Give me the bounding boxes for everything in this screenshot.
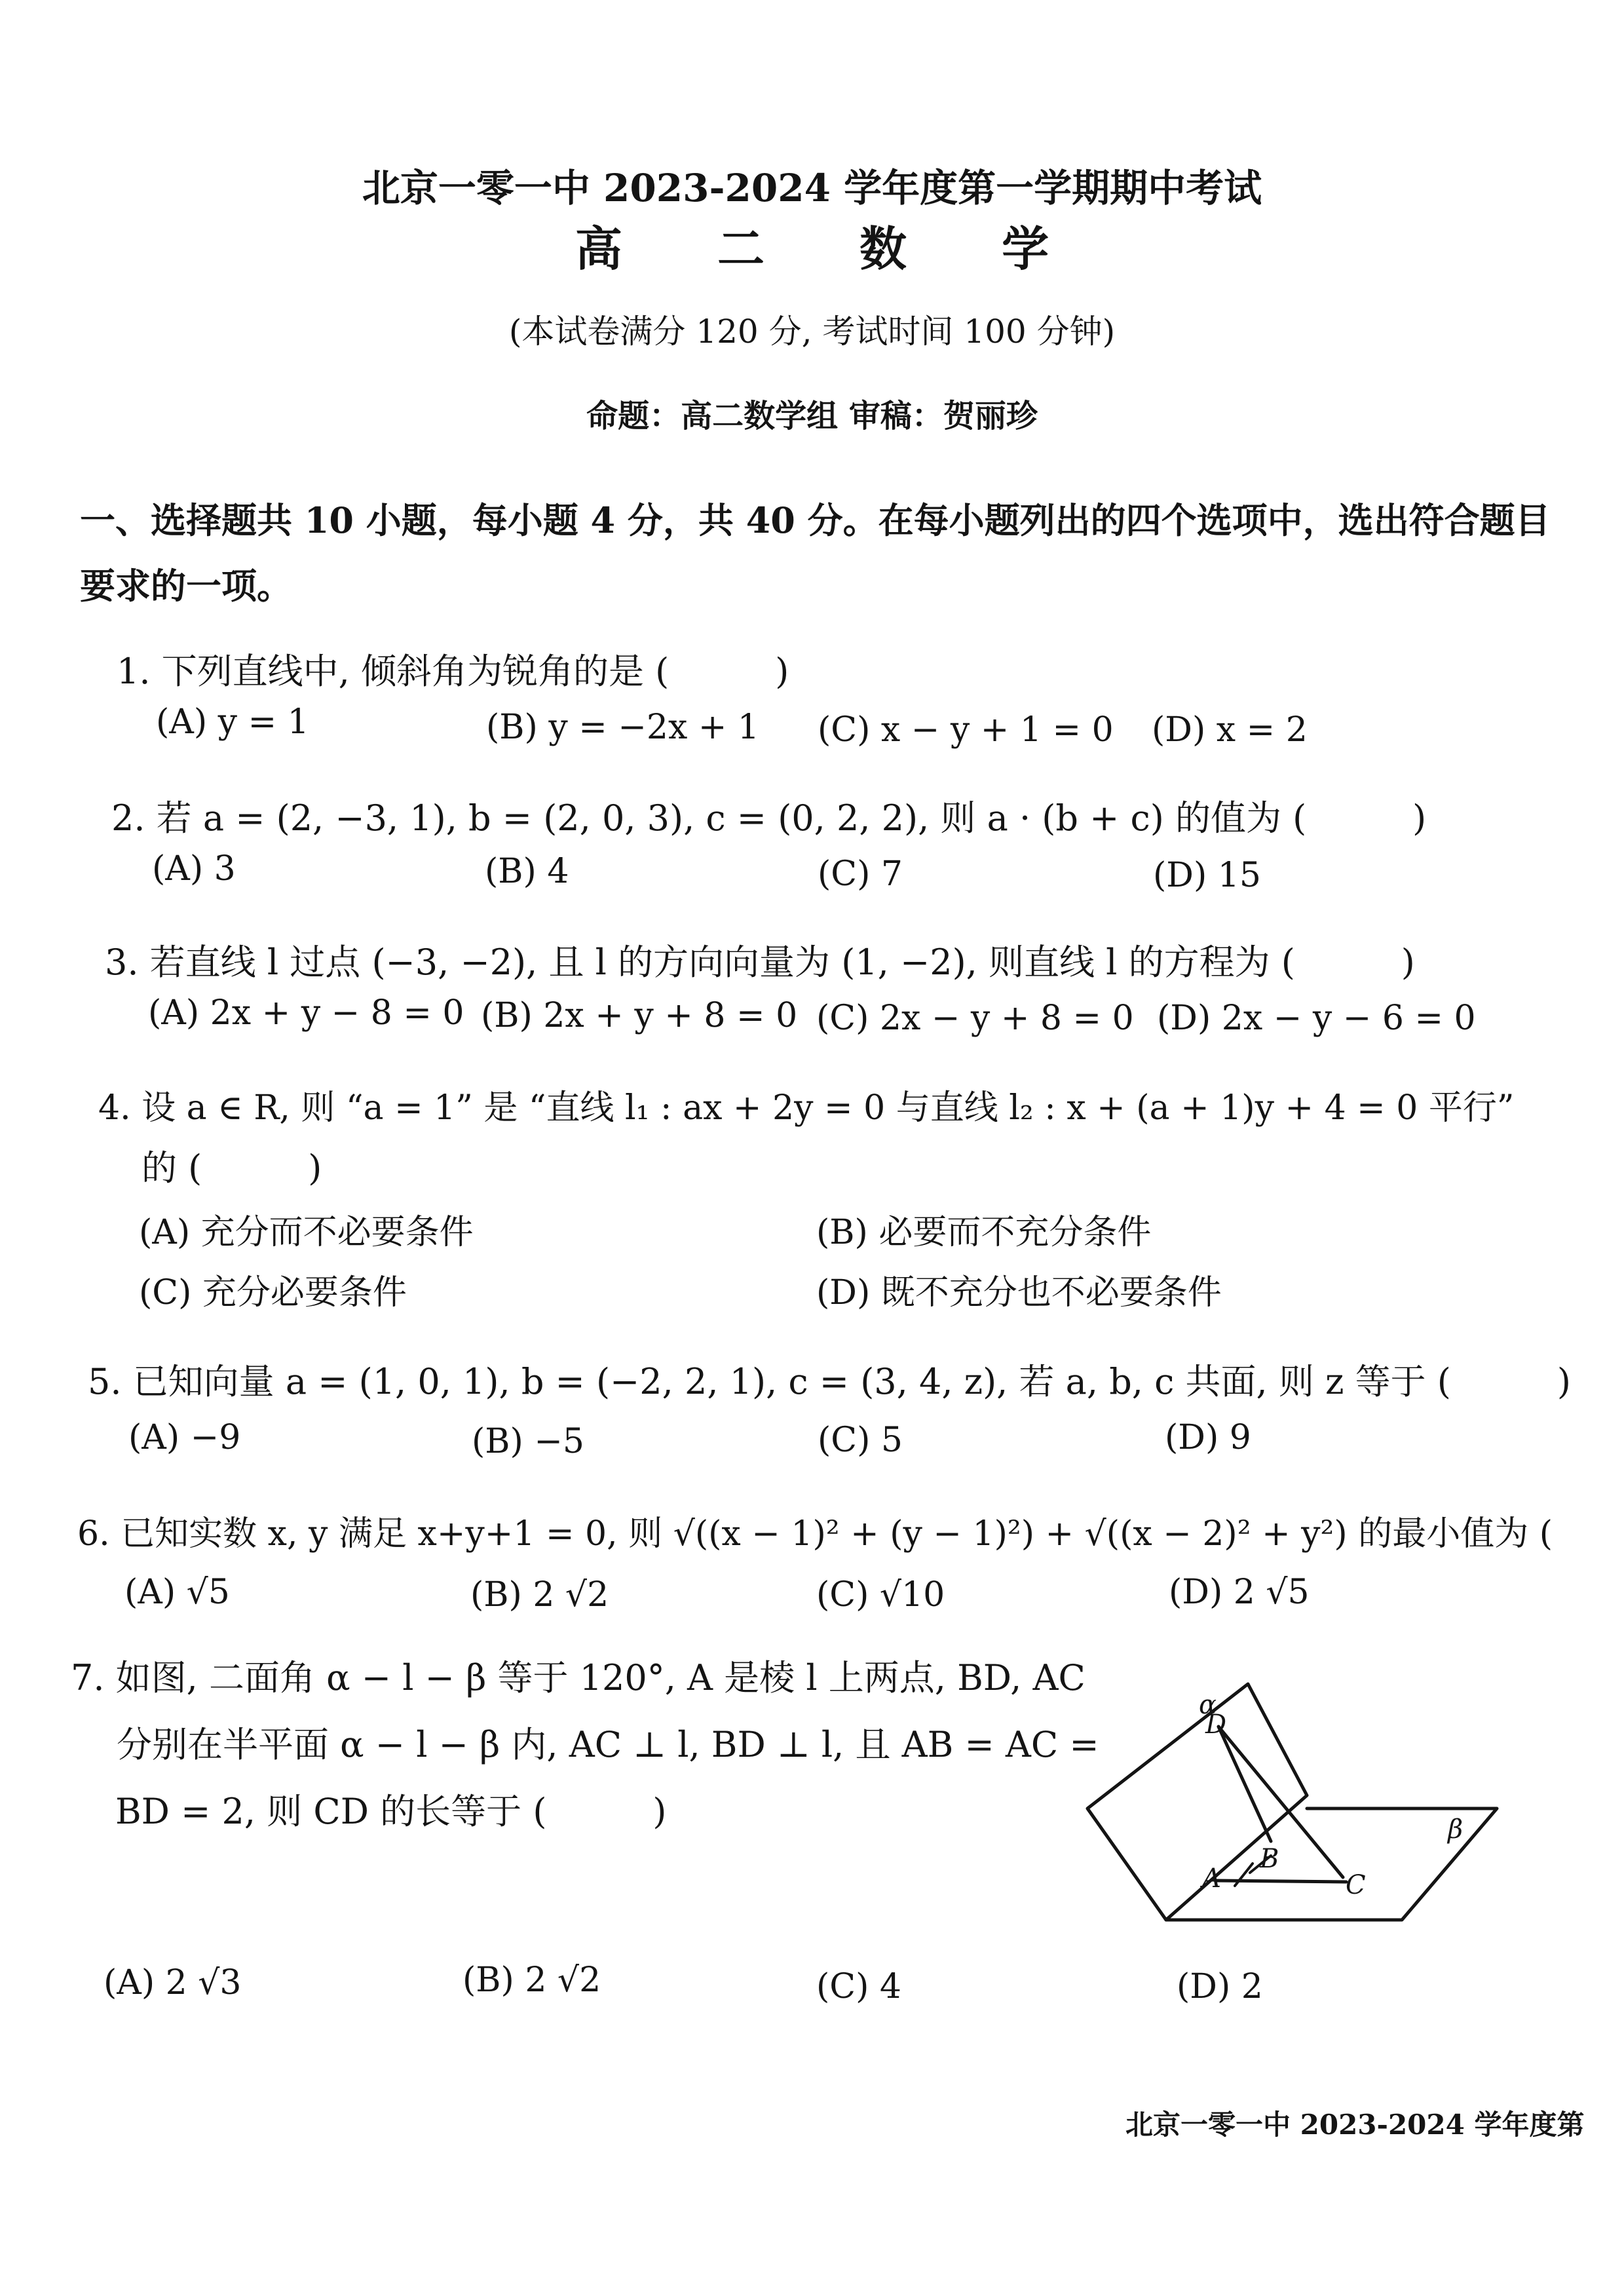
option-d: (D) x = 2 xyxy=(1152,710,1308,750)
exam-info: (本试卷满分 120 分, 考试时间 100 分钟) xyxy=(508,313,1116,351)
option-b: (B) 2 √2 xyxy=(463,1961,601,2000)
option-a: (A) 充分而不必要条件 xyxy=(139,1213,474,1252)
option-c: (C) √10 xyxy=(816,1575,945,1615)
exam-authors: 命题：高二数学组 审稿：贺丽珍 xyxy=(586,398,1038,434)
option-c: (C) 2x − y + 8 = 0 xyxy=(816,999,1134,1038)
option-c: (C) 充分必要条件 xyxy=(139,1273,407,1312)
option-d: (D) 2x − y − 6 = 0 xyxy=(1157,999,1476,1038)
question-stem: 7. 如图, 二面角 α − l − β 等于 120°, A 是棱 l 上两点, BD, AC xyxy=(71,1657,1086,1698)
plane-alpha xyxy=(1087,1684,1307,1920)
subject-title: 高 二 数 学 xyxy=(575,221,1089,277)
option-a: (A) −9 xyxy=(128,1418,241,1457)
page-footer: 北京一零一中 2023-2024 学年度第 xyxy=(1125,2109,1585,2141)
option-c: (C) x − y + 1 = 0 xyxy=(818,710,1114,750)
section-heading-line1: 一、选择题共 10 小题，每小题 4 分，共 40 分。在每小题列出的四个选项中，选出符合题目 xyxy=(80,499,1551,541)
option-d: (D) 2 √5 xyxy=(1169,1573,1310,1612)
option-d: (D) 2 xyxy=(1177,1967,1263,2006)
option-b: (B) 2x + y + 8 = 0 xyxy=(481,996,798,1035)
option-b: (B) 4 xyxy=(485,852,569,891)
option-b: (B) 必要而不充分条件 xyxy=(816,1213,1152,1252)
option-b: (B) 2 √2 xyxy=(470,1575,609,1615)
label-b: B xyxy=(1260,1844,1279,1874)
label-alpha: α xyxy=(1199,1690,1217,1720)
option-b: (B) y = −2x + 1 xyxy=(486,708,760,747)
question-stem: 1. 下列直线中, 倾斜角为锐角的是 ( ) xyxy=(117,651,789,692)
dihedral-angle-figure xyxy=(1074,1677,1507,1940)
question-stem: 2. 若 a = (2, −3, 1), b = (2, 0, 3), c = (0, 2, 2), 则 a · (b + c) 的值为 ( ) xyxy=(111,797,1427,839)
option-a: (A) y = 1 xyxy=(156,702,309,742)
option-a: (A) 3 xyxy=(152,849,236,889)
question-stem-cont: BD = 2, 则 CD 的长等于 ( ) xyxy=(115,1791,667,1832)
question-stem: 6. 已知实数 x, y 满足 x+y+1 = 0, 则 √((x − 1)² + (y − 1)²) + √((x − 2)² + y²) 的最小值为 ( xyxy=(77,1514,1553,1554)
question-stem: 3. 若直线 l 过点 (−3, −2), 且 l 的方向向量为 (1, −2), 则直线 l 的方程为 ( ) xyxy=(105,942,1415,983)
question-stem: 5. 已知向量 a = (1, 0, 1), b = (−2, 2, 1), c = (3, 4, z), 若 a, b, c 共面, 则 z 等于 ( ) xyxy=(88,1361,1571,1402)
label-d: D xyxy=(1205,1710,1227,1740)
label-c: C xyxy=(1346,1870,1366,1900)
option-d: (D) 既不充分也不必要条件 xyxy=(816,1273,1222,1312)
option-a: (A) √5 xyxy=(124,1573,230,1612)
label-beta: β xyxy=(1448,1814,1463,1845)
option-b: (B) −5 xyxy=(472,1422,584,1461)
option-d: (D) 15 xyxy=(1153,856,1261,895)
question-stem: 4. 设 a ∈ R, 则 “a = 1” 是 “直线 l₁ : ax + 2y = 0 与直线 l₂ : x + (a + 1)y + 4 = 0 平行” xyxy=(98,1088,1515,1128)
question-stem-cont: 分别在半平面 α − l − β 内, AC ⊥ l, BD ⊥ l, 且 AB = AC = xyxy=(117,1724,1099,1765)
edge-ac xyxy=(1215,1881,1346,1882)
option-a: (A) 2 √3 xyxy=(104,1963,242,2002)
option-d: (D) 9 xyxy=(1165,1418,1251,1457)
question-stem-cont: 的 ( ) xyxy=(142,1147,322,1189)
option-c: (C) 7 xyxy=(818,854,903,894)
segment-bd xyxy=(1218,1727,1271,1841)
section-heading-line2: 要求的一项。 xyxy=(80,565,292,607)
exam-title: 北京一零一中 2023-2024 学年度第一学期期中考试 xyxy=(362,166,1262,210)
option-c: (C) 4 xyxy=(816,1967,901,2006)
option-a: (A) 2x + y − 8 = 0 xyxy=(148,993,464,1033)
label-a: A xyxy=(1202,1864,1221,1894)
option-c: (C) 5 xyxy=(818,1421,903,1460)
